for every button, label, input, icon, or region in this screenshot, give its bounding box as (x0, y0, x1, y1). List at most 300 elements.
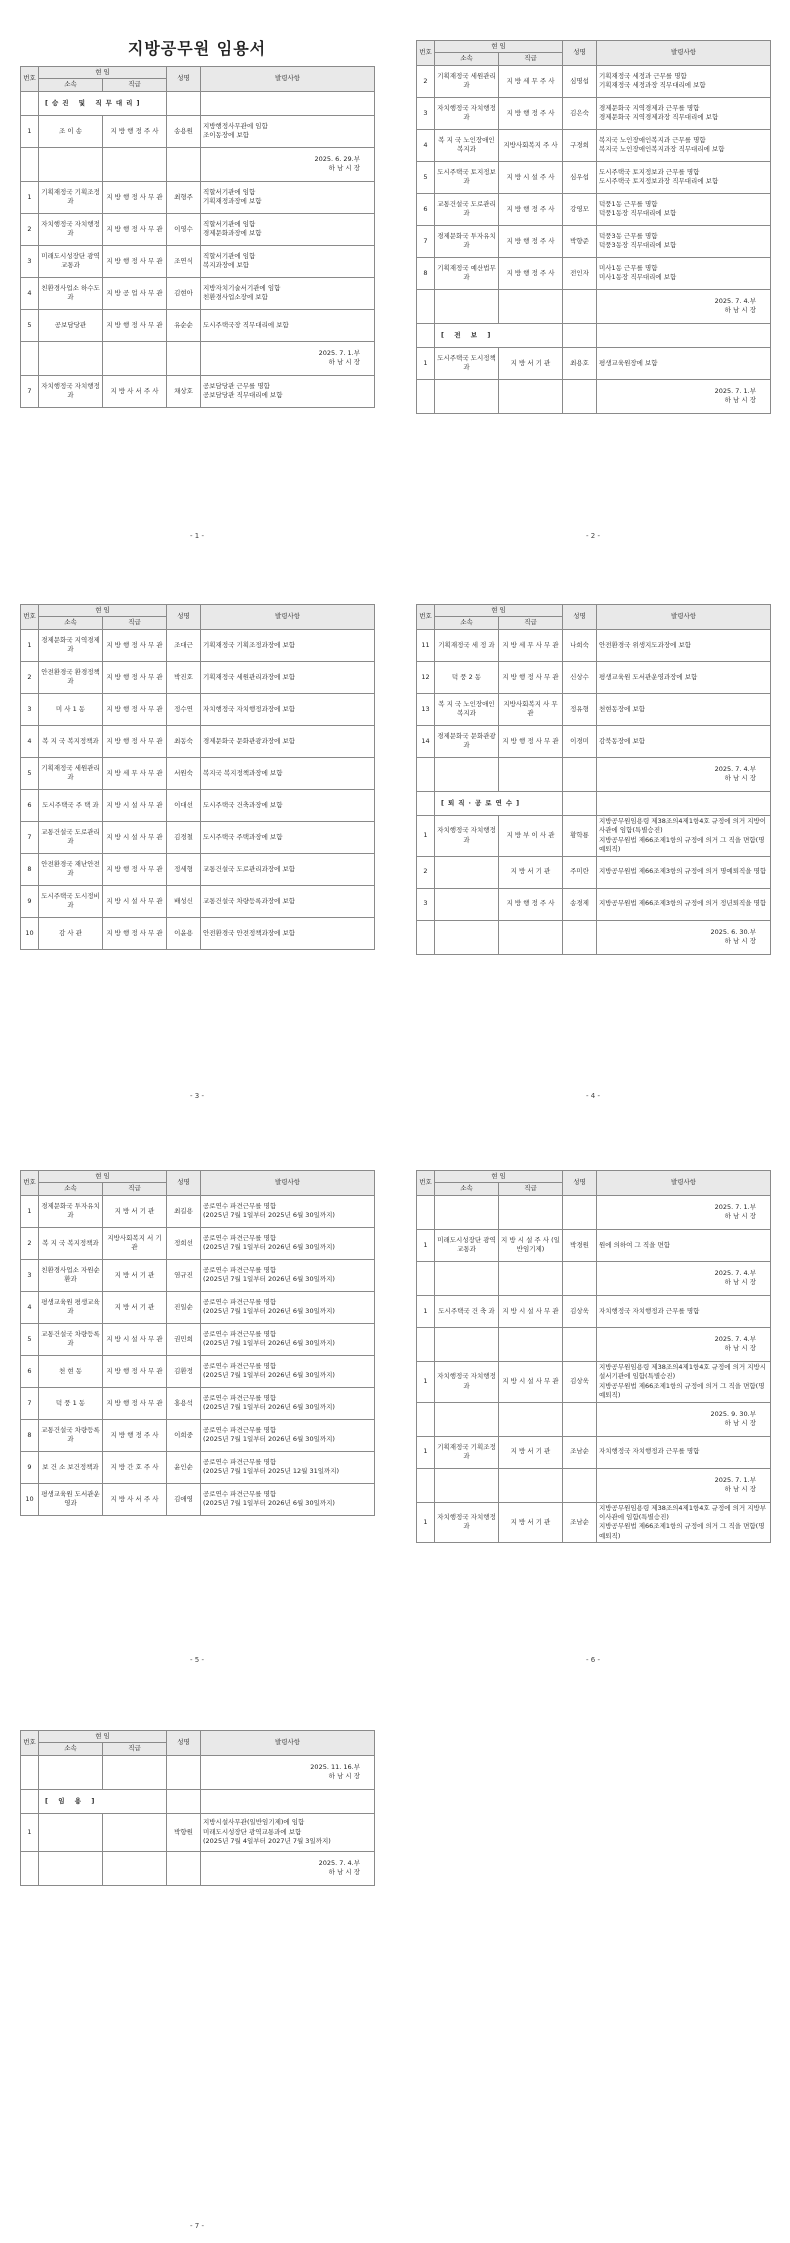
rank-cell: 지 방 간 호 주 사 (103, 1451, 167, 1483)
dept-cell: 교통건설국 도로관리과 (435, 193, 499, 225)
number-cell: 2 (21, 1227, 39, 1259)
dept-cell: 안전환경국 환경정책과 (39, 661, 103, 693)
table-row (21, 757, 375, 789)
order-line: 안전환경국 위생지도과장에 보함 (599, 640, 692, 649)
order-cell (201, 1355, 375, 1387)
order-line: 복지국 노인장애인복지과 근무를 명함 (599, 135, 706, 144)
dept-cell (435, 888, 499, 920)
order-line: 공로연수 파견근무를 명함 (203, 1393, 277, 1402)
table-row (417, 129, 771, 161)
section-row (417, 791, 771, 815)
name-cell: 이경미 (563, 725, 597, 757)
name-cell: 김상욱 (563, 1361, 597, 1402)
dept-cell: 복 지 국 노인장애인복지과 (435, 693, 499, 725)
table-row (21, 245, 375, 277)
col-number-header: 번호 (21, 605, 39, 630)
number-cell: 6 (21, 1355, 39, 1387)
dept-cell: 경제문화국 지역경제과 (39, 629, 103, 661)
col-dept-header: 소속 (435, 1183, 499, 1195)
date-line: 하 남 시 장 (724, 774, 756, 783)
number-cell: 10 (21, 917, 39, 949)
name-cell: 나희숙 (563, 629, 597, 661)
number-cell: 1 (417, 1502, 435, 1543)
col-order-header: 발령사항 (201, 1171, 375, 1196)
table-row (417, 1502, 771, 1543)
number-cell (417, 1468, 435, 1502)
name-cell (563, 1327, 597, 1361)
col-current-header: 현 임 (435, 605, 563, 617)
rank-cell: 지 방 세 무 사 무 관 (103, 757, 167, 789)
order-line: 지방공무원법 제66조제1항의 규정에 의거 그 직을 면함(명예퇴직) (599, 1381, 765, 1400)
order-line: 공로연수 파견근무를 명함 (203, 1201, 277, 1210)
name-cell (167, 91, 201, 115)
rank-cell: 지 방 행 정 사 무 관 (103, 1355, 167, 1387)
number-cell: 9 (21, 885, 39, 917)
order-line: 직할서기관에 임함 (203, 187, 256, 196)
number-cell: 11 (417, 629, 435, 661)
number-cell (21, 341, 39, 375)
name-cell: 주미란 (563, 856, 597, 888)
col-dept-header: 소속 (39, 617, 103, 629)
order-line: (2025년 7월 1일부터 2025년 12월 31일까지) (203, 1467, 340, 1476)
order-cell (597, 1502, 771, 1543)
table-row (417, 1361, 771, 1402)
appointment-table (20, 1730, 375, 1886)
name-cell: 서원숙 (167, 757, 201, 789)
effective-date (597, 1327, 771, 1361)
col-name-header: 성명 (167, 1171, 201, 1196)
col-number-header: 번호 (417, 41, 435, 66)
name-cell: 김환정 (167, 1355, 201, 1387)
table-row (417, 815, 771, 856)
appointment-table (416, 40, 771, 414)
appointment-page (20, 604, 374, 950)
name-cell: 최형주 (167, 181, 201, 213)
name-cell: 최길용 (167, 1195, 201, 1227)
order-line: 지방공무원법 제66조제1항의 규정에 의거 그 직을 면함(명예퇴직) (599, 1522, 765, 1540)
order-line: 공로연수 파견근무를 명함 (203, 1233, 277, 1242)
order-cell (201, 885, 375, 917)
rank-cell: 지 방 서 기 관 (499, 1436, 563, 1468)
number-cell: 6 (417, 193, 435, 225)
dept-cell: 평생교육원 평생교육과 (39, 1291, 103, 1323)
rank-cell: 지 방 행 정 사 무 관 (103, 917, 167, 949)
dept-cell: 자치행정국 자치행정과 (39, 375, 103, 407)
rank-cell: 지 방 시 설 사 무 관 (499, 1295, 563, 1327)
table-row (417, 347, 771, 379)
name-cell: 이희중 (167, 1419, 201, 1451)
rank-cell: 지 방 행 정 사 무 관 (103, 213, 167, 245)
name-cell: 송경제 (563, 888, 597, 920)
order-line: (2025년 7월 1일부터 2026년 6월 30일까지) (203, 1371, 335, 1380)
name-cell (167, 1755, 201, 1789)
rank-cell: 지 방 시 설 사 무 관 (499, 1361, 563, 1402)
date-line: 2025. 11. 16.부 (310, 1762, 360, 1771)
order-cell (597, 1436, 771, 1468)
dept-cell (39, 147, 103, 181)
order-cell (201, 693, 375, 725)
order-line: 공로연수 파견근무를 명함 (203, 1297, 277, 1306)
effective-date (597, 1195, 771, 1229)
order-line: 지방행정사무관에 임함 (203, 121, 268, 130)
date-line: 2025. 7. 1.부 (714, 386, 756, 395)
name-cell (167, 1789, 201, 1813)
col-name-header: 성명 (167, 605, 201, 630)
name-cell: 정세형 (167, 853, 201, 885)
table-row (21, 181, 375, 213)
dept-cell: 공보담당관 (39, 309, 103, 341)
order-line: (2025년 7월 1일부터 2026년 6월 30일까지) (203, 1499, 335, 1508)
date-line: 2025. 7. 4.부 (318, 1858, 360, 1867)
order-line: 직할서기관에 임함 (203, 251, 256, 260)
number-cell: 1 (417, 815, 435, 856)
order-line: 공로연수 파견근무를 명함 (203, 1425, 277, 1434)
page-number: - 4 - (586, 1092, 600, 1100)
section-row (21, 1789, 375, 1813)
order-line: 공보담당관 근무를 명함 (203, 381, 270, 390)
col-name-header: 성명 (563, 1171, 597, 1196)
name-cell: 최용호 (563, 347, 597, 379)
col-order-header: 발령사항 (597, 605, 771, 630)
rank-cell: 지 방 행 정 사 무 관 (103, 309, 167, 341)
appointment-table (20, 66, 375, 408)
name-cell: 조연식 (167, 245, 201, 277)
name-cell (167, 1851, 201, 1885)
name-cell: 전인자 (563, 257, 597, 289)
col-dept-header: 소속 (435, 617, 499, 629)
name-cell: 박향준 (563, 225, 597, 257)
dept-cell: 자치행정국 자치행정과 (435, 815, 499, 856)
dept-cell (435, 757, 499, 791)
order-line: 공로연수 파견근무를 명함 (203, 1457, 277, 1466)
col-name-header: 성명 (167, 1731, 201, 1756)
effective-date (201, 1851, 375, 1885)
rank-cell: 지 방 서 기 관 (499, 856, 563, 888)
name-cell: 심명섭 (563, 65, 597, 97)
number-cell: 2 (417, 856, 435, 888)
table-row (417, 161, 771, 193)
col-order-header: 발령사항 (201, 1731, 375, 1756)
dept-cell (39, 1851, 103, 1885)
number-cell: 1 (21, 115, 39, 147)
effective-date (597, 1468, 771, 1502)
name-cell: 조대근 (167, 629, 201, 661)
order-line: 감북동장에 보함 (599, 736, 646, 745)
name-cell: 유순순 (167, 309, 201, 341)
name-cell: 이윤용 (167, 917, 201, 949)
order-line: 기획재정국 세원관리과장에 보함 (203, 672, 296, 681)
table-row (21, 1451, 375, 1483)
page-number: - 7 - (190, 2222, 204, 2230)
dept-cell: 경제문화국 투자유치과 (39, 1195, 103, 1227)
appointment-page (20, 1170, 374, 1516)
dept-cell: 안전환경국 재난안전과 (39, 853, 103, 885)
number-cell: 12 (417, 661, 435, 693)
order-line: (2025년 7월 1일부터 2026년 6월 30일까지) (203, 1435, 335, 1444)
order-line: 경제문화국 문화관광과장에 보함 (203, 736, 296, 745)
order-line: 경제문화국 지역경제과장 직무대리에 보함 (599, 113, 719, 122)
order-line: 기획재정국 세정과 근무를 명함 (599, 71, 687, 80)
order-line: 기획재정국 기획조정과장에 보함 (203, 640, 296, 649)
number-cell (21, 1851, 39, 1885)
col-rank-header: 직급 (499, 53, 563, 65)
order-cell (597, 193, 771, 225)
name-cell (563, 289, 597, 323)
rank-cell (499, 1327, 563, 1361)
table-row (417, 661, 771, 693)
rank-cell: 지 방 행 정 사 무 관 (103, 629, 167, 661)
col-current-header: 현 임 (39, 605, 167, 617)
table-row (417, 65, 771, 97)
order-cell (201, 725, 375, 757)
order-cell (201, 213, 375, 245)
name-cell: 정유형 (563, 693, 597, 725)
appointment-page (416, 604, 770, 955)
effective-date (201, 147, 375, 181)
date-row (417, 1402, 771, 1436)
table-row (21, 277, 375, 309)
table-row (21, 853, 375, 885)
number-cell: 8 (417, 257, 435, 289)
dept-cell: 기획재정국 세원관리과 (39, 757, 103, 789)
name-cell (563, 920, 597, 954)
table-row (417, 97, 771, 129)
section-heading: [ 임 용 ] (39, 1789, 167, 1813)
section-row (21, 91, 375, 115)
date-row (417, 379, 771, 413)
dept-cell: 기획재정국 기획조정과 (435, 1436, 499, 1468)
number-cell (417, 323, 435, 347)
order-line: 공로연수 파견근무를 명함 (203, 1265, 277, 1274)
date-line: 2025. 7. 4.부 (714, 764, 756, 773)
order-cell (597, 1361, 771, 1402)
order-cell (201, 789, 375, 821)
number-cell (21, 91, 39, 115)
name-cell: 최동숙 (167, 725, 201, 757)
number-cell (21, 147, 39, 181)
order-line: 복지국 노인장애인복지과장 직무대리에 보함 (599, 145, 725, 154)
col-rank-header: 직급 (103, 79, 167, 91)
number-cell: 8 (21, 853, 39, 885)
rank-cell: 지 방 부 이 사 관 (499, 815, 563, 856)
col-number-header: 번호 (21, 1731, 39, 1756)
order-cell (201, 245, 375, 277)
order-cell (201, 181, 375, 213)
number-cell: 7 (21, 821, 39, 853)
dept-cell: 교통건설국 도로관리과 (39, 821, 103, 853)
rank-cell: 지 방 시 설 주 사 (499, 161, 563, 193)
order-cell (201, 91, 375, 115)
number-cell: 1 (21, 1195, 39, 1227)
order-cell (597, 1229, 771, 1261)
rank-cell: 지 방 행 정 사 무 관 (103, 661, 167, 693)
dept-cell: 경제문화국 투자유치과 (435, 225, 499, 257)
date-line: 하 남 시 장 (724, 1278, 756, 1287)
number-cell: 9 (21, 1451, 39, 1483)
col-dept-header: 소속 (39, 1183, 103, 1195)
rank-cell (499, 379, 563, 413)
number-cell: 8 (21, 1419, 39, 1451)
order-cell (201, 757, 375, 789)
table-row (417, 257, 771, 289)
effective-date (597, 289, 771, 323)
name-cell: 송용원 (167, 115, 201, 147)
dept-cell: 기획재정국 기획조정과 (39, 181, 103, 213)
table-row (21, 1813, 375, 1851)
dept-cell: 미래도시성장단 광역교통과 (435, 1229, 499, 1261)
document-title: 지방공무원 임용서 (127, 39, 267, 58)
dept-cell: 자치행정국 자치행정과 (39, 213, 103, 245)
date-row (21, 1755, 375, 1789)
rank-cell: 지 방 세 무 사 무 관 (499, 629, 563, 661)
number-cell (417, 757, 435, 791)
name-cell: 신상수 (563, 661, 597, 693)
number-cell (21, 1789, 39, 1813)
order-cell (597, 65, 771, 97)
order-cell (597, 856, 771, 888)
order-cell (201, 1419, 375, 1451)
order-line: 복지국 복지정책과장에 보함 (203, 768, 283, 777)
number-cell: 4 (21, 1291, 39, 1323)
order-cell (201, 375, 375, 407)
name-cell (563, 1261, 597, 1295)
order-cell (201, 1789, 375, 1813)
date-line: 하 남 시 장 (328, 1868, 360, 1877)
table-row (417, 629, 771, 661)
order-line: 덕풍1동장 직무대리에 보함 (599, 209, 677, 218)
table-row (417, 193, 771, 225)
name-cell: 이영수 (167, 213, 201, 245)
rank-cell: 지 방 서 기 관 (103, 1259, 167, 1291)
order-cell (597, 725, 771, 757)
date-line: 2025. 7. 1.부 (714, 1202, 756, 1211)
order-line: 천현동장에 보함 (599, 704, 646, 713)
table-row (417, 725, 771, 757)
order-cell (597, 1295, 771, 1327)
rank-cell: 지 방 행 정 주 사 (103, 1419, 167, 1451)
number-cell: 7 (21, 1387, 39, 1419)
date-line: 2025. 7. 4.부 (714, 296, 756, 305)
rank-cell: 지 방 행 정 주 사 (499, 193, 563, 225)
number-cell (417, 1261, 435, 1295)
order-line: 지방공무원법 제66조제3항의 규정에 의거 명예퇴직을 명함 (599, 867, 767, 876)
order-cell (201, 661, 375, 693)
name-cell: 구경희 (563, 129, 597, 161)
order-line: 직할서기관에 임함 (203, 219, 256, 228)
order-line: 덕풍3동 근무를 명함 (599, 231, 658, 240)
dept-cell: 도시주택국 도시정비과 (39, 885, 103, 917)
page-number: - 5 - (190, 1656, 204, 1664)
rank-cell (499, 289, 563, 323)
date-row (417, 289, 771, 323)
col-number-header: 번호 (21, 67, 39, 92)
name-cell: 황학룡 (563, 815, 597, 856)
col-name-header: 성명 (563, 605, 597, 630)
dept-cell (39, 1813, 103, 1851)
table-row (21, 1227, 375, 1259)
date-line: 2025. 9. 30.부 (710, 1409, 756, 1418)
rank-cell: 지 방 시 설 사 무 관 (103, 821, 167, 853)
order-line: (2025년 7월 1일부터 2026년 6월 30일까지) (203, 1243, 335, 1252)
col-name-header: 성명 (167, 67, 201, 92)
date-row (417, 1261, 771, 1295)
number-cell: 10 (21, 1483, 39, 1515)
name-cell: 진일순 (167, 1291, 201, 1323)
name-cell (563, 791, 597, 815)
number-cell: 3 (21, 245, 39, 277)
order-line: 지방공무원법 제66조제1항의 규정에 의거 그 직을 면함(명예퇴직) (599, 835, 765, 854)
rank-cell: 지 방 행 정 주 사 (103, 115, 167, 147)
dept-cell: 복 지 국 노인장애인복지과 (435, 129, 499, 161)
appointment-page (20, 1730, 374, 1886)
order-cell (201, 917, 375, 949)
rank-cell: 지 방 행 정 사 무 관 (499, 725, 563, 757)
table-row (21, 375, 375, 407)
rank-cell: 지 방 시 설 주 사 (일반임기제) (499, 1229, 563, 1261)
order-line: 덕풍1동 근무를 명함 (599, 199, 658, 208)
dept-cell: 보 건 소 보건정책과 (39, 1451, 103, 1483)
table-row (21, 917, 375, 949)
rank-cell: 지 방 행 정 사 무 관 (103, 853, 167, 885)
rank-cell: 지 방 행 정 사 무 관 (499, 661, 563, 693)
name-cell: 박향원 (167, 1813, 201, 1851)
order-line: (2025년 7월 4일부터 2027년 7월 3일까지) (203, 1837, 331, 1846)
name-cell: 정희선 (167, 1227, 201, 1259)
number-cell: 1 (417, 1229, 435, 1261)
order-cell (597, 97, 771, 129)
name-cell (167, 341, 201, 375)
number-cell: 3 (21, 1259, 39, 1291)
order-cell (597, 225, 771, 257)
rank-cell: 지 방 사 서 주 사 (103, 375, 167, 407)
col-rank-header: 직급 (103, 617, 167, 629)
order-cell (201, 629, 375, 661)
table-row (417, 1229, 771, 1261)
effective-date (201, 341, 375, 375)
date-line: 2025. 7. 1.부 (714, 1475, 756, 1484)
number-cell: 3 (21, 693, 39, 725)
appointment-table (20, 1170, 375, 1516)
order-cell (201, 1323, 375, 1355)
date-line: 하 남 시 장 (724, 937, 756, 946)
rank-cell: 지 방 서 기 관 (103, 1195, 167, 1227)
rank-cell: 지 방 공 업 사 무 관 (103, 277, 167, 309)
rank-cell (499, 1261, 563, 1295)
order-cell (597, 693, 771, 725)
order-line: 자치행정국 자치행정과 근무를 명함 (599, 1306, 700, 1315)
col-number-header: 번호 (417, 1171, 435, 1196)
name-cell: 박경원 (563, 1229, 597, 1261)
dept-cell: 조 이 송 (39, 115, 103, 147)
number-cell (417, 791, 435, 815)
rank-cell: 지 방 시 설 사 무 관 (103, 885, 167, 917)
col-number-header: 번호 (417, 605, 435, 630)
date-line: 2025. 6. 29.부 (314, 154, 360, 163)
dept-cell: 도시주택국 도시정책과 (435, 347, 499, 379)
col-current-header: 현 임 (39, 1171, 167, 1183)
order-line: (2025년 7월 1일부터 2025년 6월 30일까지) (203, 1211, 335, 1220)
order-line: 친환경사업소장에 보함 (203, 293, 268, 302)
order-line: 안전환경국 안전정책과장에 보함 (203, 928, 296, 937)
number-cell: 5 (417, 161, 435, 193)
order-line: 지방자치기술서기관에 임함 (203, 283, 281, 292)
rank-cell: 지 방 행 정 사 무 관 (103, 181, 167, 213)
order-line: (2025년 7월 1일부터 2026년 6월 30일까지) (203, 1275, 335, 1284)
dept-cell: 도시주택국 주 택 과 (39, 789, 103, 821)
name-cell: 심우섭 (563, 161, 597, 193)
section-row (417, 323, 771, 347)
table-row (21, 1483, 375, 1515)
